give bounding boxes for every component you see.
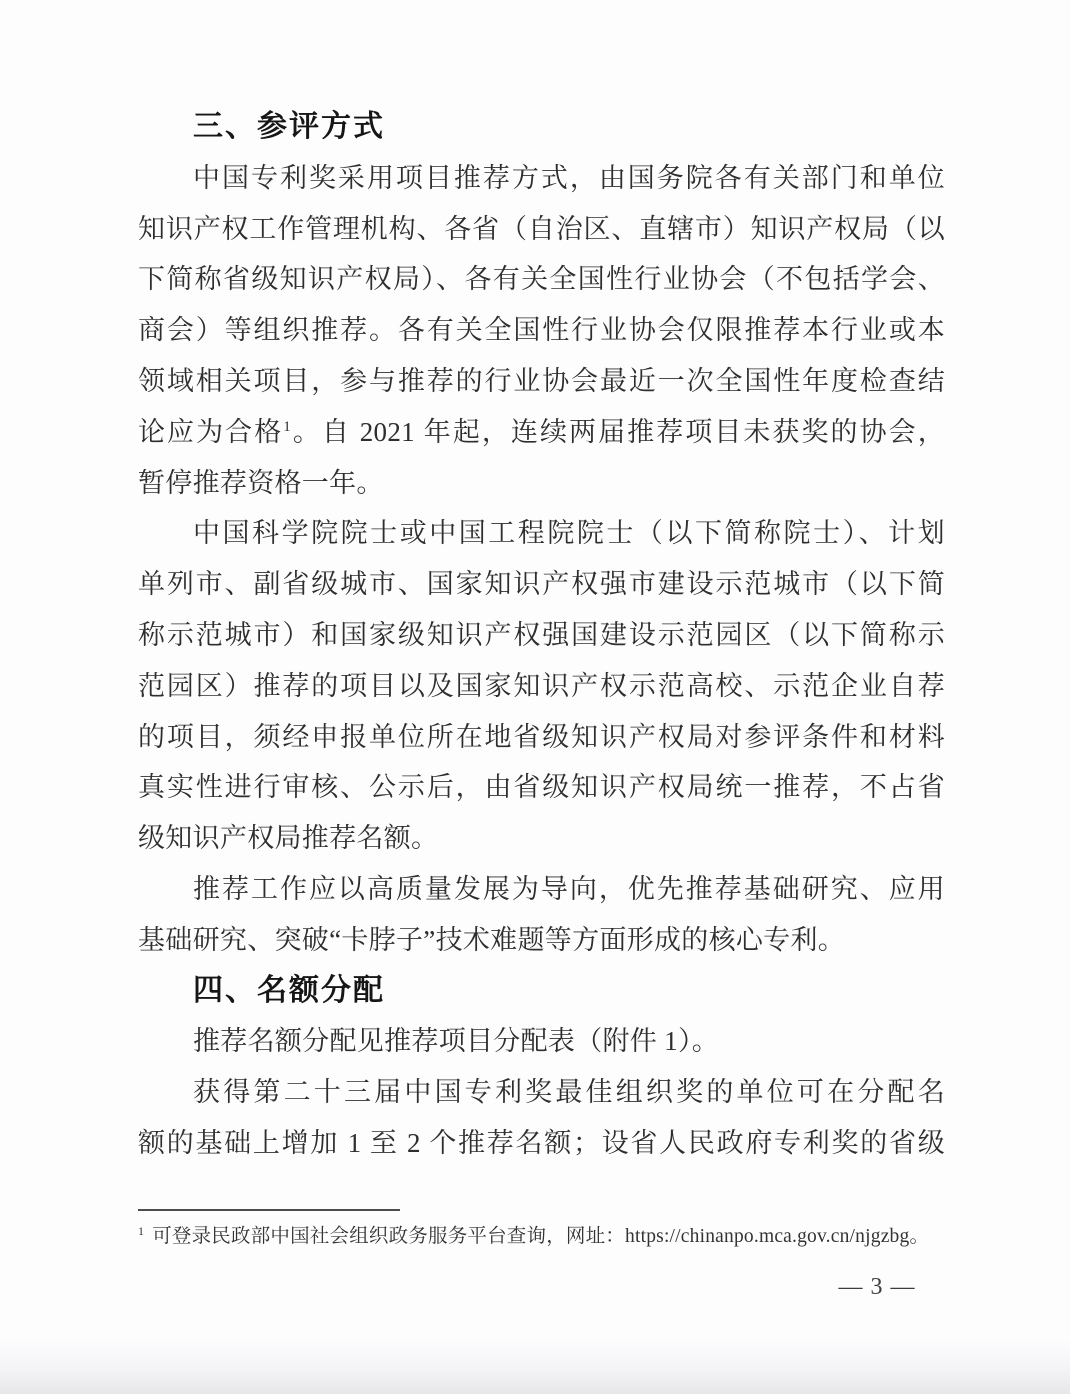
scan-bottom-shading: [0, 1338, 1070, 1394]
document-body: [138, 102, 945, 1169]
paragraph-line: 商会）等组织推荐。各有关全国性行业协会仅限推荐本行业或本: [138, 315, 945, 346]
paragraph-line: 中国科学院院士或中国工程院院士（以下简称院士）、计划: [193, 518, 945, 549]
paragraph-line: 真实性进行审核、公示后，由省级知识产权局统一推荐，不占省: [138, 772, 945, 803]
paragraph-line: 额的基础上增加 1 至 2 个推荐名额；设省人民政府专利奖的省级: [138, 1127, 945, 1158]
paragraph-line: 基础研究、突破“卡脖子”技术难题等方面形成的核心专利。: [138, 924, 846, 955]
paragraph-line: 获得第二十三届中国专利奖最佳组织奖的单位可在分配名: [193, 1077, 945, 1108]
section-heading-3: 三、参评方式: [193, 110, 385, 143]
paragraph-line: 推荐工作应以高质量发展为导向，优先推荐基础研究、应用: [193, 873, 945, 904]
footnote-reference: 1: [283, 418, 292, 435]
paragraph-line: 范园区）推荐的项目以及国家知识产权示范高校、示范企业自荐: [138, 670, 945, 701]
paragraph-line: 暂停推荐资格一年。: [138, 467, 384, 498]
paragraph-line: 领域相关项目，参与推荐的行业协会最近一次全国性年度检查结: [138, 365, 945, 396]
paragraph-line: 单列市、副省级城市、国家知识产权强市建设示范城市（以下简: [138, 569, 945, 600]
footnote-marker: 1: [138, 1223, 145, 1238]
line-text: 论应为合格: [138, 416, 284, 447]
section-heading-4: 四、名额分配: [193, 973, 385, 1007]
paragraph-line: 推荐名额分配见推荐项目分配表（附件 1）。: [193, 1026, 720, 1057]
paragraph-line: 称示范城市）和国家级知识产权强国建设示范园区（以下简称示: [138, 619, 945, 650]
line-text: 。自 2021 年起，连续两届推荐项目未获奖的协会，: [291, 416, 945, 447]
paragraph-line: 知识产权工作管理机构、各省（自治区、直辖市）知识产权局（以: [138, 213, 945, 244]
paragraph-line: 中国专利奖采用项目推荐方式，由国务院各有关部门和单位: [193, 162, 945, 193]
paragraph-line-with-footnote-ref: [138, 407, 945, 458]
paragraph-line: 的项目，须经申报单位所在地省级知识产权局对参评条件和材料: [138, 721, 945, 752]
footnote-separator: [138, 1209, 400, 1211]
paragraph-line: 下简称省级知识产权局）、各有关全国性行业协会（不包括学会、: [138, 264, 945, 295]
page-number: — 3 —: [838, 1274, 916, 1300]
footnote: [138, 1222, 938, 1252]
footnote-text: 可登录民政部中国社会组织政务服务平台查询，网址：: [152, 1226, 626, 1247]
paragraph-line: 级知识产权局推荐名额。: [138, 823, 439, 854]
footnote-url: https://chinanpo.mca.gov.cn/njgzbg。: [625, 1226, 930, 1247]
